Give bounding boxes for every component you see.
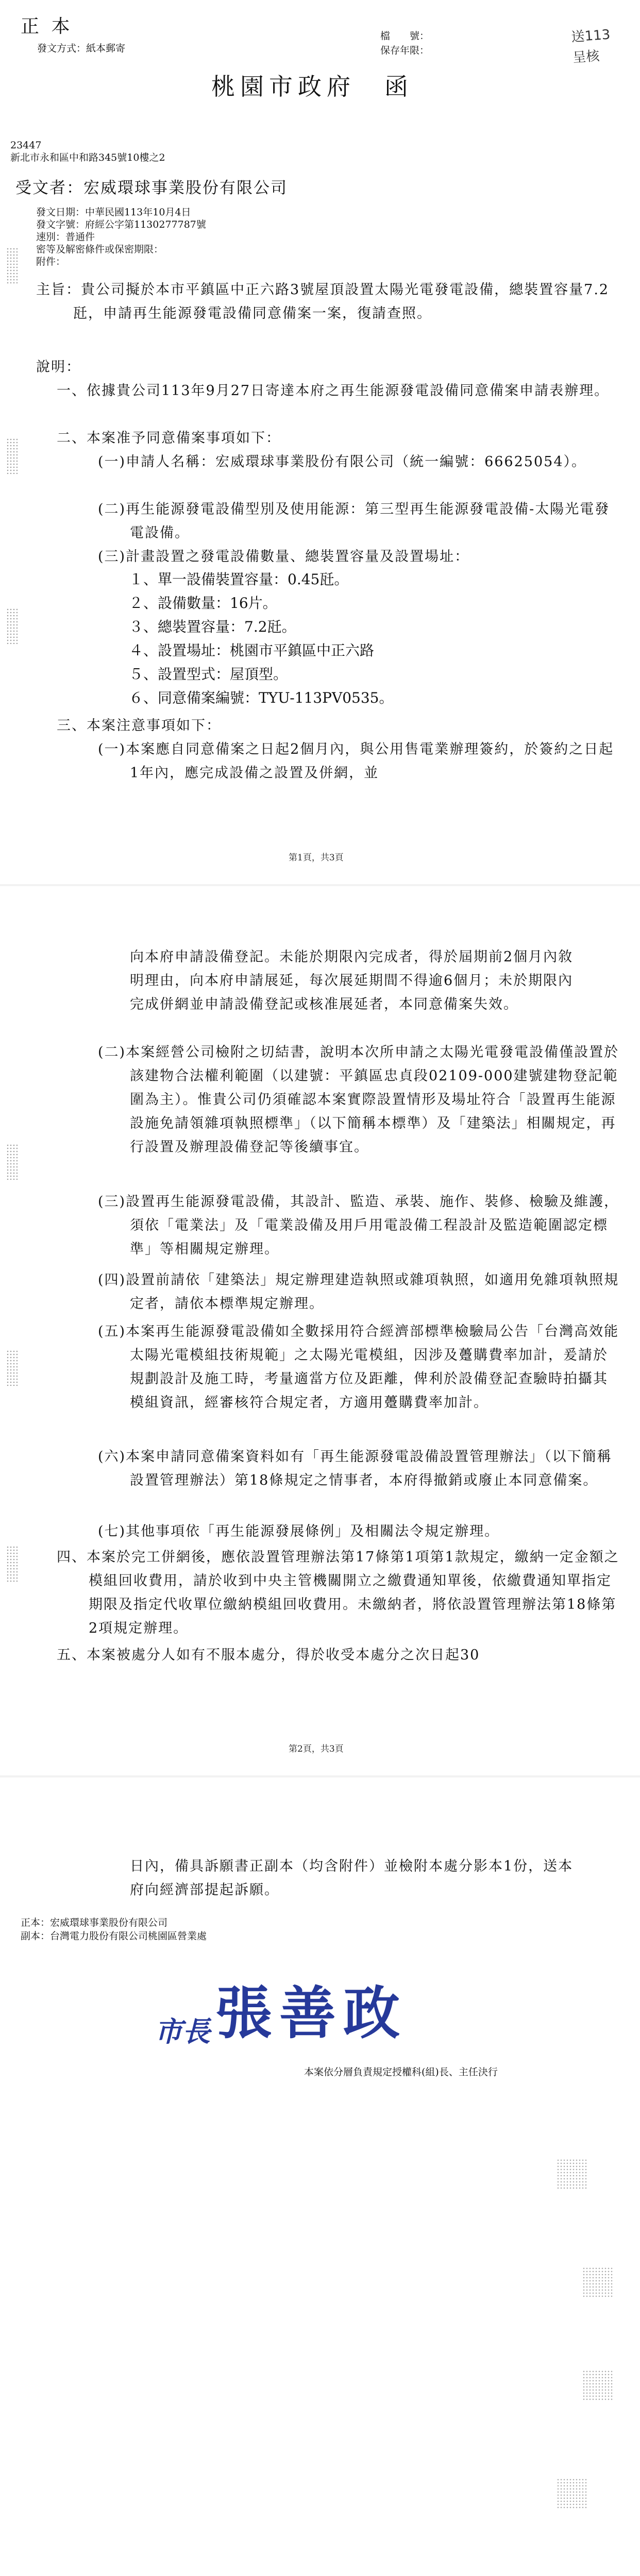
preserve-period-label: 保存年限：: [380, 45, 430, 56]
original-copy-label: 正 本: [21, 16, 73, 37]
note-3: (三)設置再生能源發電設備，其設計、監造、承裝、施作、裝修、檢驗及維護，須依「電業法」及「電業設備及用戶用電設備工程設計及監造範圍認定標準」等相關規定辦理。: [98, 1194, 619, 1257]
spec-quantity: ２、設備數量：16片。: [129, 595, 277, 612]
spec-approval-number: ６、同意備案編號：TYU-113PV0535。: [129, 689, 394, 706]
page-footer: 第2頁，共3頁: [289, 1744, 344, 1754]
binding-mark: [6, 1546, 18, 1582]
note-1-continued: 向本府申請設備登記。未能於期限內完成者，得於屆期前2個月內敘明理由，向本府申請展延，每次展延期間不得逾6個月；未於期限內完成併網並申請設備登記或核准展延者，本同意備案失效。: [130, 949, 574, 1012]
spec-type: ５、設置型式：屋頂型。: [129, 666, 288, 683]
item-2-sub-3: (三)計畫設置之發電設備數量、總裝置容量及設置場址：: [98, 549, 470, 565]
item-2-sub-2: (二)再生能源發電設備型別及使用能源：第三型再生能源發電設備-太陽光電發電設備。: [98, 501, 610, 541]
binding-mark: [6, 1144, 18, 1180]
page-footer: 第1頁，共3頁: [289, 853, 344, 863]
description-label: 說明：: [36, 359, 81, 375]
binding-mark: [6, 1350, 18, 1386]
binding-mark: [6, 247, 18, 283]
item-3-note-1: (一)本案應自同意備案之日起2個月內，與公用售電業辦理簽約，於簽約之日起1年內，應完成設備之設置及併網，並: [98, 741, 614, 781]
urgency: 速別：普通件: [36, 231, 95, 243]
note-5: (五)本案再生能源發電設備如全數採用符合經濟部標準檢驗局公告「台灣高效能太陽光電模組技術規範」之太陽光電模組，因涉及躉購費率加計，爰請於規劃設計及施工時，考量適當方位及距離，俾利於設備登記查驗時拍攝其模組資訊，經審核符合規定者，方適用躉購費率加計。: [98, 1324, 619, 1411]
note-2: (二)本案經營公司檢附之切結書，說明本次所申請之太陽光電發電設備僅設置於該建物合法權利範圍（以建號：平鎮區忠貞段02109-000建號建物登記範圍為主）。惟貴公司仍須確認本案實際設置情形及場址符合「設置再生能源設施免請領雜項執照標準」（以下簡稱本標準）及「建築法」相關規定，再行設置及辦理設備登記等後續事宜。: [98, 1044, 619, 1155]
mayor-signature: [155, 1968, 407, 2049]
item-1: 一、依據貴公司113年9月27日寄達本府之再生能源發電設備同意備案申請表辦理。: [57, 383, 610, 399]
page-2: [0, 886, 640, 1777]
item-4: 四、本案於完工併網後，應依設置管理辦法第17條第1項第1款規定，繳納一定金額之模組回收費用，請於收到中央主管機關開立之繳費通知單後，依繳費通知單指定期限及指定代收單位繳納模組回收費用。未繳納者，將依設置管理辦法第18條第2項規定辦理。: [57, 1549, 619, 1636]
binding-mark: [557, 2478, 587, 2509]
item-5: 五、本案被處分人如有不服本處分，得於收受本處分之次日起30: [57, 1647, 480, 1663]
document-title: 桃園市政府 函: [211, 73, 413, 100]
item-2: 二、本案准予同意備案事項如下：: [57, 430, 281, 446]
binding-mark: [6, 608, 18, 644]
issue-date: 發文日期：中華民國113年10月4日: [36, 207, 191, 218]
item-5-continued: 日內，備具訴願書正副本（均含附件）並檢附本處分影本1份，送本府向經濟部提起訴願。: [130, 1858, 574, 1898]
send-method: 發文方式：紙本郵寄: [37, 43, 126, 54]
binding-mark: [6, 438, 18, 474]
file-number-label: 檔 號：: [380, 30, 430, 42]
page-1: [0, 0, 640, 886]
handwritten-note: 送113 呈核: [570, 27, 611, 66]
note-6: (六)本案申請同意備案資料如有「再生能源發電設備設置管理辦法」（以下簡稱設置管理辦法）第18條規定之情事者，本府得撤銷或廢止本同意備案。: [98, 1449, 612, 1488]
postal-code: 23447: [10, 140, 42, 151]
note-4: (四)設置前請依「建築法」規定辦理建造執照或雜項執照，如適用免雜項執照規定者，請依本標準規定辦理。: [98, 1272, 619, 1312]
recipient: 受文者：宏威環球事業股份有限公司: [15, 179, 288, 197]
spec-site: ４、設置場址：桃園市平鎮區中正六路: [129, 642, 375, 659]
original-recipient: 正本：宏威環球事業股份有限公司: [21, 1917, 168, 1928]
note-7: (七)其他事項依「再生能源發展條例」及相關法令規定辦理。: [98, 1523, 500, 1539]
copy-recipient: 副本：台灣電力股份有限公司桃園區營業處: [21, 1930, 207, 1942]
binding-mark: [582, 2370, 613, 2401]
item-3: 三、本案注意事項如下：: [57, 718, 221, 734]
subject: 主旨：貴公司擬於本市平鎮區中正六路3號屋頂設置太陽光電發電設備，總裝置容量7.2瓩，申請再生能源發電設備同意備案一案，復請查照。: [36, 282, 610, 321]
binding-mark: [557, 2159, 587, 2190]
signature-name: 張善政: [215, 1980, 407, 2046]
binding-mark: [582, 2267, 613, 2298]
item-2-sub-1: (一)申請人名稱：宏威環球事業股份有限公司（統一編號：66625054）。: [98, 454, 586, 470]
page-3: [0, 1777, 640, 2576]
recipient-address: 新北市永和區中和路345號10樓之2: [10, 152, 165, 163]
attachments: 附件：: [36, 256, 66, 267]
document-number: 發文字號：府經公字第1130277787號: [36, 219, 206, 230]
spec-total-capacity: ３、總裝置容量：7.2瓩。: [129, 618, 296, 635]
spec-unit-capacity: １、單一設備裝置容量：0.45瓩。: [129, 571, 349, 588]
delegation-note: 本案依分層負責規定授權科(組)長、主任決行: [304, 2066, 498, 2078]
signature-title: 市長: [155, 2015, 210, 2048]
confidentiality: 密等及解密條件或保密期限：: [36, 244, 164, 255]
